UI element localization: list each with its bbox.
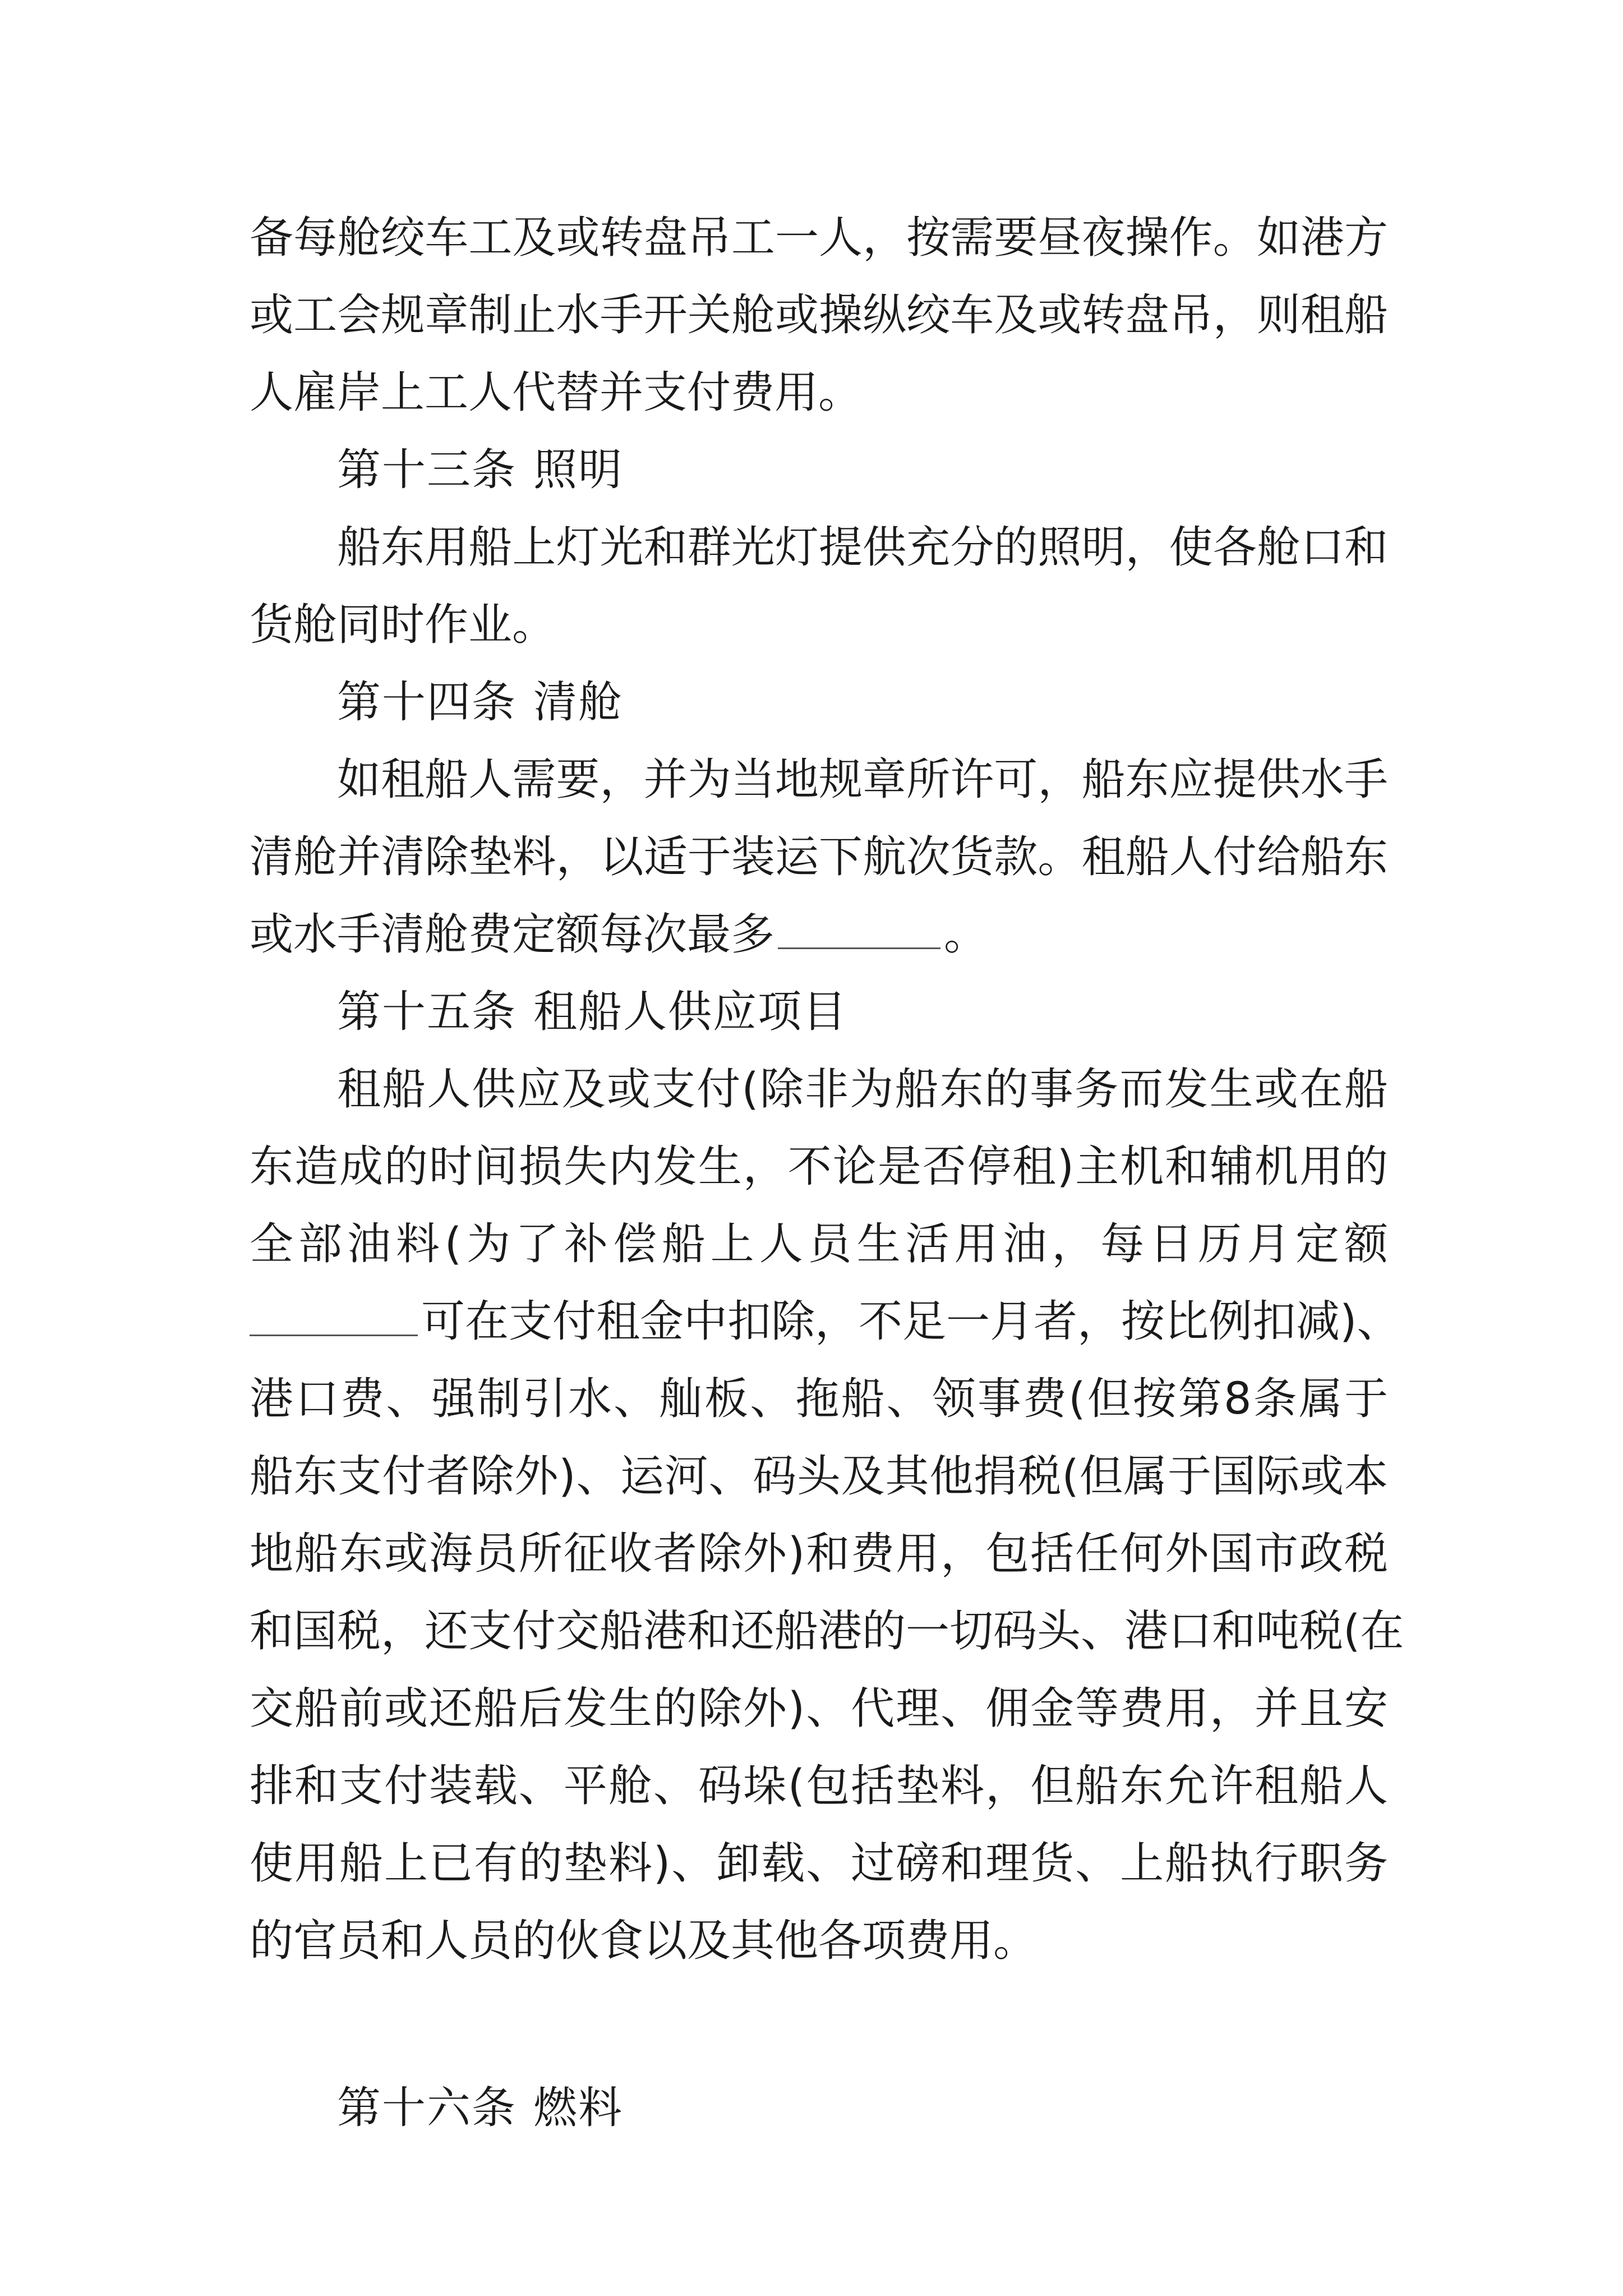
paragraph-line: 如租船人需要，并为当地规章所许可，船东应提供水手 (337, 754, 1388, 805)
paragraph-line: 的官员和人员的伙食以及其他各项费用。 (250, 1916, 1038, 1966)
paragraph-line: 排和支付装载、平舱、码垛(包括垫料，但船东允许租船人 (250, 1761, 1388, 1811)
paragraph-line (250, 896, 1388, 973)
paragraph-line: 或工会规章制止水手开关舱或操纵绞车及或转盘吊，则租船 (250, 290, 1388, 341)
paragraph-line: 东造成的时间损失内发生，不论是否停租)主机和辅机用的 (250, 1142, 1388, 1192)
article-number: 第十六条 (337, 2083, 517, 2133)
paragraph-line: 备每舱绞车工及或转盘吊工一人，按需要昼夜操作。如港方 (250, 213, 1388, 263)
paragraph-line: 和国税，还支付交船港和还船港的一切码头、港口和吨税(在 (250, 1606, 1404, 1657)
paragraph-line: 清舱并清除垫料，以适于装运下航次货款。租船人付给船东 (250, 832, 1388, 882)
line-text: 或水手清舱费定额每次最多 (250, 909, 775, 960)
article-title: 燃料 (533, 2083, 624, 2133)
article-title: 照明 (533, 445, 624, 495)
article-13-heading (250, 431, 1388, 509)
article-16-heading (250, 2069, 1388, 2147)
paragraph-line: 货舱同时作业。 (250, 600, 556, 650)
paragraph-line: 使用船上已有的垫料)、卸载、过磅和理货、上船执行职务 (250, 1838, 1388, 1889)
paragraph-line (250, 1283, 1401, 1360)
article-15-heading (250, 973, 1388, 1051)
paragraph-line: 船东用船上灯光和群光灯提供充分的照明，使各舱口和 (337, 522, 1388, 573)
fill-in-blank (250, 1301, 418, 1336)
article-number: 第十三条 (337, 445, 517, 495)
paragraph-line: 全部油料(为了补偿船上人员生活用油，每日历月定额 (250, 1219, 1388, 1269)
document-body (250, 199, 1404, 2147)
paragraph-line: 租船人供应及或支付(除非为船东的事务而发生或在船 (337, 1064, 1388, 1115)
paragraph-line: 船东支付者除外)、运河、码头及其他捐税(但属于国际或本 (250, 1451, 1388, 1502)
article-14-heading (250, 664, 1388, 741)
line-text: 可在支付租金中扣除，不足一月者，按比例扣减)、 (421, 1296, 1401, 1347)
paragraph-line: 港口费、强制引水、舢板、拖船、领事费(但按第8条属于 (250, 1374, 1388, 1424)
paragraph-line: 人雇岸上工人代替并支付费用。 (250, 367, 863, 418)
article-title: 租船人供应项目 (533, 987, 848, 1037)
line-text: 。 (944, 909, 988, 960)
article-number: 第十四条 (337, 677, 517, 728)
article-title: 清舱 (533, 677, 624, 728)
article-number: 第十五条 (337, 987, 517, 1037)
spacer (250, 1980, 1388, 2069)
paragraph-line: 交船前或还船后发生的除外)、代理、佣金等费用，并且安 (250, 1683, 1388, 1734)
fill-in-blank (778, 914, 940, 949)
paragraph-line: 地船东或海员所征收者除外)和费用，包括任何外国市政税 (250, 1529, 1388, 1579)
